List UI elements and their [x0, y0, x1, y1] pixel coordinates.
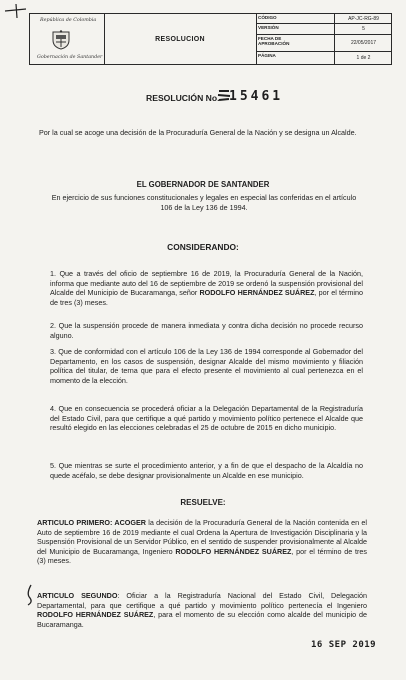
considerando-item-1: 1. Que a través del oficio de septiembre 16 de 2019, la Procuraduría General de la Nación, informa que mediante auto del 16 de septiembre de 2019 se ordenó la suspensión provisional del Alcalde del Municipio de Bucaramanga, señor RODOLFO HERNÁNDEZ SUÁREZ, por el término de tres (3) meses. [50, 269, 364, 307]
considerando-item-2: 2. Que la suspensión procede de manera inmediata y contra dicha decisión no procede recurso alguno. [50, 321, 363, 340]
logo-cell [30, 14, 105, 64]
resuelve-heading: RESUELVE: [180, 498, 226, 507]
considerando-item-3: 3. Que de conformidad con el artículo 106 de la Ley 136 de 1994 corresponde al Gobernador del Departamento, en los casos de suspensión, designar Alcalde del mismo movimiento y filiación política del titular, de terna que para el efecto presente el movimiento al cual pertenezca en el momento de la elección. [50, 347, 363, 385]
org-line-1: República de Colombia [40, 18, 97, 23]
handwritten-mark [4, 2, 30, 20]
subject-text: Por la cual se acoge una decisión de la Procuraduría General de la Nación y se designa un Alcalde. [39, 128, 357, 137]
considerando-heading: CONSIDERANDO: [167, 242, 239, 252]
meta-row-approval-date: FECHA DE APROBACIÓN 22/05/2017 [256, 35, 391, 52]
meta-table [256, 14, 391, 64]
handwritten-tick [25, 584, 35, 606]
considerando-item-4: 4. Que en consecuencia se procederá oficiar a la Delegación Departamental de la Registraduría del Estado Civil, para que certifique a qué partido y movimiento político pertenece el Alcalde que resultó elegido en las elecciones celebradas el 25 de octubre de 2015 en dicho municipio. [50, 404, 363, 433]
meta-row-code: CÓDIGO AP-JC-RG-89 [256, 14, 391, 24]
article-second: ARTICULO SEGUNDO: Oficiar a la Registraduría Nacional del Estado Civil, Delegación Departamental, para que certifique a qué partido y movimiento político pertenecía el Ingeniero RODOLFO HERNÁNDEZ SUÁREZ, para el momento de su elección como alcalde del municipio de Bucaramanga. [37, 591, 367, 629]
resolution-number: 15461 [229, 89, 284, 104]
doc-title: RESOLUCION [104, 14, 257, 64]
org-line-2: Gobernación de Santander [37, 55, 103, 60]
issuer-title: EL GOBERNADOR DE SANTANDER [136, 180, 270, 189]
meta-row-page: PÁGINA 1 de 2 [256, 52, 391, 64]
article-first: ARTICULO PRIMERO: ACOGER la decisión de la Procuraduría General de la Nación contenida en el Auto de septiembre 16 de 2019 mediante el cual Ordena la Apertura de Investigación Disciplinaria y la Suspensión Provisional de un Servidor Público, en el sentido de suspender provisionalmente al Alcalde del Municipio de Bucaramanga, Ingeniero RODOLFO HERNÁNDEZ SUÁREZ, por el término de tres (3) meses. [37, 518, 368, 566]
issuer-powers: En ejercicio de sus funciones constitucionales y legales en especial las conferidas en el artículo 106 de la Ley 136 de 1994. [51, 193, 357, 212]
coat-of-arms-icon [50, 30, 72, 50]
considerando-item-5: 5. Que mientras se surte el procedimiento anterior, y a fin de que el despacho de la Alcaldía no quede acéfalo, se debe designar provisionalmente un Alcalde en ese municipio. [50, 461, 363, 480]
meta-row-version: VERSIÓN 5 [256, 24, 391, 35]
resolution-label: RESOLUCIÓN No. [146, 93, 220, 103]
document-header [29, 13, 392, 65]
stamp-date: 16 SEP 2019 [311, 640, 377, 650]
